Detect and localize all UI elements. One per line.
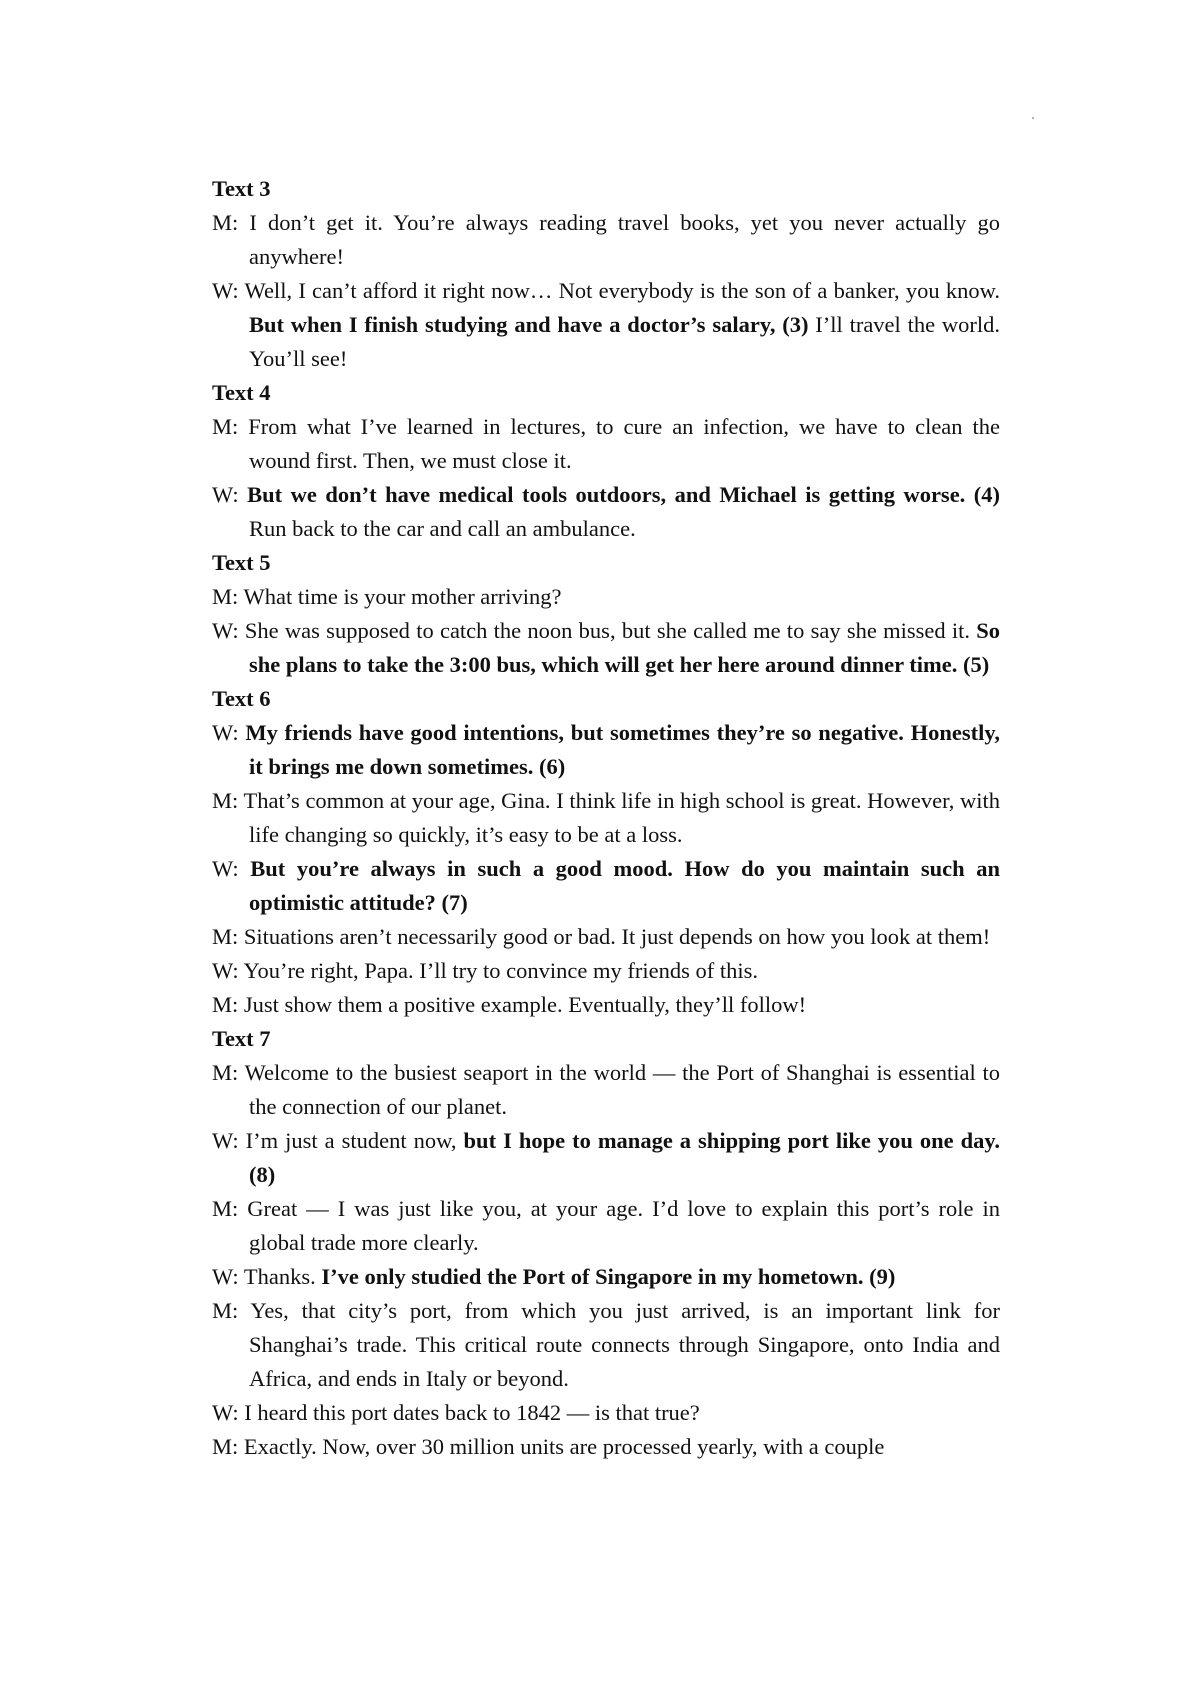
dialogue-line bbox=[212, 716, 1000, 784]
speaker-label: M: bbox=[212, 210, 239, 235]
dialogue-line bbox=[212, 1260, 1000, 1294]
dialogue-line bbox=[212, 1294, 1000, 1396]
speaker-label: M: bbox=[212, 788, 239, 813]
dialogue-text: She was supposed to catch the noon bus, but she called me to say she missed it. bbox=[244, 618, 977, 643]
dialogue-line bbox=[212, 410, 1000, 478]
dialogue-line bbox=[212, 614, 1000, 682]
speaker-label: W: bbox=[212, 720, 239, 745]
dialogue-line bbox=[212, 852, 1000, 920]
speaker-label: W: bbox=[212, 856, 239, 881]
transcript-page bbox=[212, 172, 1000, 1464]
speaker-label: W: bbox=[212, 1264, 239, 1289]
dialogue-line bbox=[212, 954, 1000, 988]
key-sentence: So she plans to take the 3:00 bus, which will get her here around dinner time. (5) bbox=[249, 618, 1000, 677]
dialogue-line bbox=[212, 1430, 1000, 1464]
dialogue-text: Welcome to the busiest seaport in the world — the Port of Shanghai is essential to the connection of our planet. bbox=[244, 1060, 1000, 1119]
speaker-label: W: bbox=[212, 482, 239, 507]
speaker-label: M: bbox=[212, 1434, 239, 1459]
speaker-label: M: bbox=[212, 1298, 239, 1323]
speaker-label: M: bbox=[212, 992, 239, 1017]
section-heading: Text 5 bbox=[212, 550, 271, 575]
dialogue-text: Exactly. Now, over 30 million units are processed yearly, with a couple bbox=[243, 1434, 885, 1459]
dialogue-line bbox=[212, 988, 1000, 1022]
speaker-label: M: bbox=[212, 924, 239, 949]
key-sentence: I’ve only studied the Port of Singapore in my hometown. (9) bbox=[321, 1264, 896, 1289]
dialogue-text: I don’t get it. You’re always reading travel books, yet you never actually go anywhere! bbox=[249, 210, 1001, 269]
dialogue-line bbox=[212, 1124, 1000, 1192]
dialogue-line bbox=[212, 274, 1000, 376]
speaker-label: W: bbox=[212, 1400, 239, 1425]
dialogue-text: I’ll travel the world. You’ll see! bbox=[249, 312, 1000, 371]
dialogue-text: Well, I can’t afford it right now… Not everybody is the son of a banker, you know. bbox=[244, 278, 1001, 303]
dialogue-text: Yes, that city’s port, from which you just arrived, is an important link for Shanghai’s trade. This critical route connects through Singapore, onto India and Africa, and ends in Italy or beyond. bbox=[249, 1298, 1000, 1391]
section-heading: Text 6 bbox=[212, 686, 271, 711]
speaker-label: M: bbox=[212, 1196, 239, 1221]
speaker-label: M: bbox=[212, 1060, 239, 1085]
key-sentence: but I hope to manage a shipping port like you one day. (8) bbox=[249, 1128, 1001, 1187]
speaker-label: W: bbox=[212, 278, 239, 303]
speaker-label: M: bbox=[212, 414, 239, 439]
dialogue-text: Great — I was just like you, at your age. I’d love to explain this port’s role in global trade more clearly. bbox=[247, 1196, 1001, 1255]
dialogue-text: You’re right, Papa. I’ll try to convince my friends of this. bbox=[243, 958, 758, 983]
speaker-label: W: bbox=[212, 958, 239, 983]
dialogue-text: Just show them a positive example. Eventually, they’ll follow! bbox=[243, 992, 807, 1017]
dialogue-line bbox=[212, 784, 1000, 852]
dialogue-line bbox=[212, 1056, 1000, 1124]
key-sentence: But you’re always in such a good mood. How do you maintain such an optimistic attitude? (7) bbox=[249, 856, 1000, 915]
dialogue-text: I’m just a student now, bbox=[245, 1128, 464, 1153]
dialogue-line bbox=[212, 1396, 1000, 1430]
speaker-label: W: bbox=[212, 1128, 239, 1153]
dialogue-text: Situations aren’t necessarily good or bad. It just depends on how you look at them! bbox=[243, 924, 991, 949]
dialogue-text: From what I’ve learned in lectures, to cure an infection, we have to clean the wound first. Then, we must close it. bbox=[248, 414, 1000, 473]
dialogue-text: What time is your mother arriving? bbox=[243, 584, 562, 609]
dialogue-line bbox=[212, 580, 1000, 614]
section-heading: Text 7 bbox=[212, 1026, 271, 1051]
section-heading: Text 3 bbox=[212, 176, 271, 201]
dialogue-line bbox=[212, 920, 1000, 954]
section-heading: Text 4 bbox=[212, 380, 271, 405]
dialogue-text: Thanks. bbox=[243, 1264, 322, 1289]
key-sentence: But we don’t have medical tools outdoors, and Michael is getting worse. (4) bbox=[247, 482, 1001, 507]
key-sentence: My friends have good intentions, but sometimes they’re so negative. Honestly, it brings me down sometimes. (6) bbox=[245, 720, 1000, 779]
dialogue-text: Run back to the car and call an ambulance. bbox=[249, 516, 636, 541]
speaker-label: W: bbox=[212, 618, 239, 643]
dialogue-text: I heard this port dates back to 1842 — is that true? bbox=[244, 1400, 700, 1425]
dialogue-text: That’s common at your age, Gina. I think life in high school is great. However, with life changing so quickly, it’s easy to be at a loss. bbox=[243, 788, 1000, 847]
dialogue-line bbox=[212, 206, 1000, 274]
dialogue-line bbox=[212, 478, 1000, 546]
scan-speck bbox=[1032, 117, 1034, 119]
key-sentence: But when I finish studying and have a doctor’s salary, (3) bbox=[249, 312, 809, 337]
speaker-label: M: bbox=[212, 584, 239, 609]
dialogue-line bbox=[212, 1192, 1000, 1260]
